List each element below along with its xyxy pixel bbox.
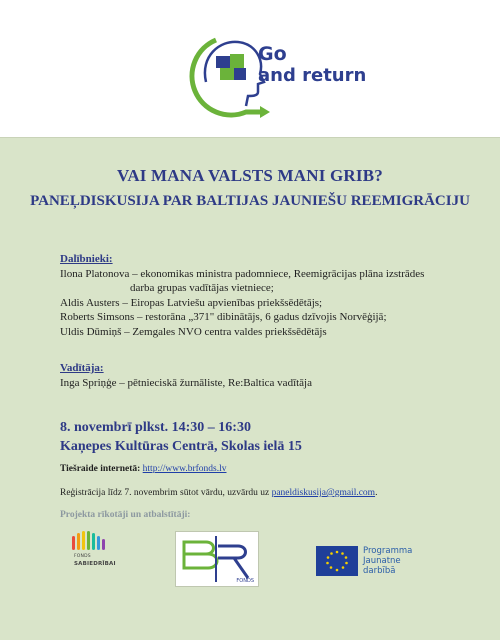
registration-email-link[interactable]: paneldiskusija@gmail.com <box>271 488 376 498</box>
programme-text <box>363 546 412 576</box>
logo-line-2: and return <box>258 65 367 86</box>
logo-line-1: Go <box>258 43 287 65</box>
sponsors-label: Projekta rīkotāji un atbalstītāji: <box>60 510 191 520</box>
participant-line: Uldis Dūmiņš – Zemgales NVO centra valdes priekšsēdētājs <box>60 325 327 338</box>
prog-line-3: darbībā <box>363 566 396 576</box>
registration <box>60 488 377 498</box>
live-label: Tiešraide internetā: <box>60 464 141 474</box>
participant-line: Roberts Simsons – restorāna „371" dibinātājs, 6 gadus dzīvojis Norvēģijā; <box>60 311 387 324</box>
event-datetime: 8. novembrī plkst. 14:30 – 16:30 <box>60 420 251 435</box>
page-subtitle: PANEĻDISKUSIJA PAR BALTIJAS JAUNIEŠU REEMIGRĀCIJU <box>30 193 470 209</box>
participant-line: darba grupas vadītājas vietniece; <box>130 282 274 295</box>
live-stream <box>60 464 227 474</box>
event-info <box>60 418 302 456</box>
sab-line-2: SABIEDRĪBAI <box>74 561 116 567</box>
event-place: Kaņepes Kultūras Centrā, Skolas ielā 15 <box>60 439 302 454</box>
prog-line-1: Programma <box>363 546 413 556</box>
participant-line: Aldis Austers – Eiropas Latviešu apvienības priekšsēdētājs; <box>60 296 323 309</box>
participant-line: Ilona Platonova – ekonomikas ministra padomniece, Reemigrācijas plāna izstrādes <box>60 267 425 280</box>
sab-line-1: FONDS <box>74 554 91 559</box>
page-title: VAI MANA VALSTS MANI GRIB? <box>117 166 383 185</box>
logo-text <box>258 44 366 86</box>
prog-line-2: Jaunatne <box>363 556 401 566</box>
moderator-section <box>60 361 312 390</box>
participants-section <box>60 252 424 340</box>
registration-end: . <box>375 488 378 498</box>
brfonds-logo <box>175 531 259 587</box>
registration-text: Reģistrācija līdz 7. novembrim sūtot vārdu, uzvārdu uz <box>60 488 270 498</box>
eu-flag-icon <box>316 546 358 576</box>
fonds-sabiedribai-logo <box>58 530 128 578</box>
jaunatne-darbiba-logo <box>316 546 436 578</box>
brfonds-text: FONDS <box>236 578 254 584</box>
live-link[interactable]: http://www.brfonds.lv <box>142 464 227 474</box>
moderator-text: Inga Spriņģe – pētnieciskā žurnāliste, Re:Baltica vadītāja <box>60 376 312 389</box>
header <box>0 0 500 138</box>
participants-label: Dalībnieki: <box>60 253 113 265</box>
moderator-label: Vadītāja: <box>60 362 104 374</box>
